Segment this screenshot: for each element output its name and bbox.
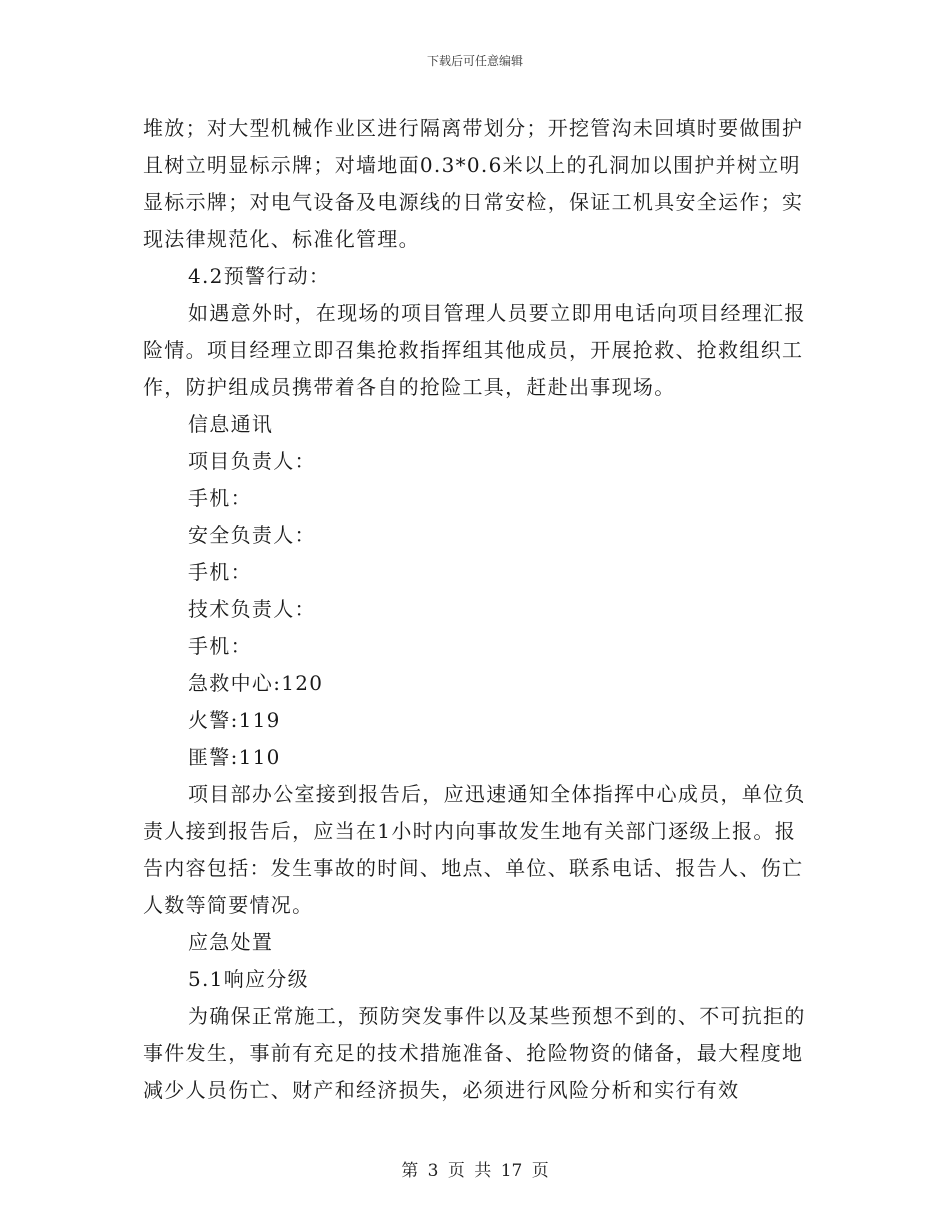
heading-communication: 信息通讯 — [188, 412, 274, 436]
section-heading-warning-action: 4.2预警行动： — [188, 264, 331, 288]
document-body — [143, 110, 808, 1109]
paragraph-reporting: 项目部办公室接到报告后，应迅速通知全体指挥中心成员，单位负责人接到报告后，应当在1小时内向事故发生地有关部门逐级上报。报告内容包括：发生事故的时间、地点、单位、联系电话、报告人、伤亡人数等简要情况。 — [143, 782, 806, 917]
contact-phone-3: 手机： — [188, 634, 252, 658]
heading-emergency-handling: 应急处置 — [188, 930, 274, 954]
contact-safety-lead: 安全负责人： — [188, 523, 316, 547]
contact-emergency-center: 急救中心:120 — [188, 671, 324, 695]
page-footer: 第 3 页 共 17 页 — [401, 1161, 549, 1181]
paragraph-continuation: 堆放；对大型机械作业区进行隔离带划分；开挖管沟未回填时要做围护且树立明显标示牌；对墙地面0.3*0.6米以上的孔洞加以围护并树立明显标示牌；对电气设备及电源线的日常安检，保证工机具安全运作；实现法律规范化、标准化管理。 — [143, 116, 804, 251]
contact-project-lead: 项目负责人： — [188, 449, 316, 473]
contact-police: 匪警:110 — [188, 745, 281, 769]
paragraph-emergency-report: 如遇意外时，在现场的项目管理人员要立即用电话向项目经理汇报险情。项目经理立即召集抢救指挥组其他成员，开展抢救、抢救组织工作，防护组成员携带着各自的抢险工具，赶赴出事现场。 — [143, 301, 806, 399]
contact-fire: 火警:119 — [188, 708, 281, 732]
paragraph-risk-analysis: 为确保正常施工，预防突发事件以及某些预想不到的、不可抗拒的事件发生，事前有充足的技术措施准备、抢险物资的储备，最大程度地减少人员伤亡、财产和经济损失，必须进行风险分析和实行有效 — [143, 1004, 806, 1102]
page-header: 下载后可任意编辑 — [426, 54, 523, 68]
contact-phone-1: 手机： — [188, 486, 252, 510]
section-heading-response-levels: 5.1响应分级 — [188, 967, 309, 991]
contact-phone-2: 手机： — [188, 560, 252, 584]
contact-tech-lead: 技术负责人： — [188, 597, 316, 621]
